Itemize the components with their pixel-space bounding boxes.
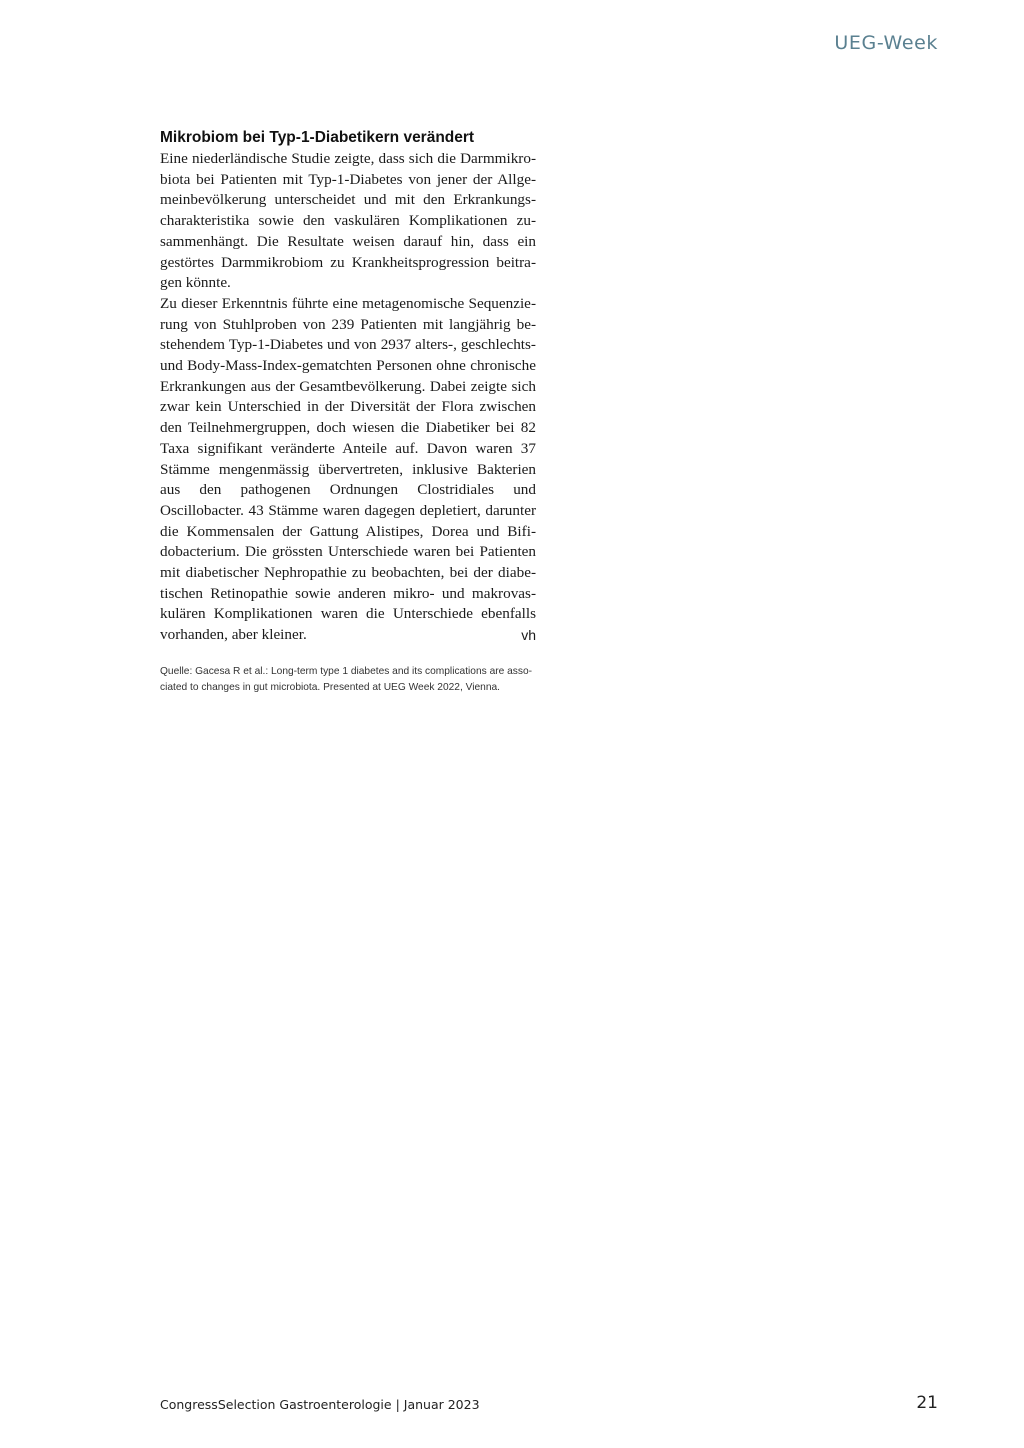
article bbox=[160, 128, 536, 696]
article-paragraph-2: Zu dieser Erkenntnis führte eine metagenomische Sequenzierung von Stuhlproben von 239 Patienten mit langjährig bestehendem Typ-1-Diabetes und von 2937 alters-, geschlechts- und Body-Mass-Index-gematchten Personen ohne chronische Erkrankungen aus der Gesamtbevölkerung. Dabei zeigte sich zwar kein Unterschied in der Diversität der Flora zwischen den Teilnehmergruppen, doch wiesen die Diabetiker bei 82 Taxa signifikant veränderte Anteile auf. Davon waren 37 Stämme mengenmässig übervertreten, inklusive Bakterien aus den pathogenen Ordnungen Clostridiales und Oscillobacter. 43 Stämme waren dagegen depletiert, darunter die Kommensalen der Gattung Alistipes, Dorea und Bifidobacterium. Die grössten Unterschiede waren bei Patienten mit diabetischer Nephropathie zu beobachten, bei der diabetischen Retinopathie sowie anderen mikro- und makrovaskulären Komplikationen waren die Unterschiede ebenfalls vorhanden, aber kleiner. bbox=[160, 294, 536, 644]
article-paragraph-2-wrapper bbox=[160, 294, 536, 646]
page-number: 21 bbox=[916, 1393, 938, 1413]
article-title: Mikrobiom bei Typ-1-Diabetikern verändert bbox=[160, 129, 475, 146]
author-initials: vh bbox=[521, 627, 536, 644]
article-paragraph-1: Eine niederländische Studie zeigte, dass sich die Darmmikrobiota bei Patienten mit Typ-1-Diabetes von jener der Allgemeinbevölkerung unterscheidet und mit den Erkrankungscharakteristika sowie den vaskulären Komplikationen zusammenhängt. Die Resultate weisen darauf hin, dass ein gestörtes Darmmikrobiom zu Krankheitsprogression beitragen könnte. bbox=[160, 150, 536, 292]
publication-footer: CongressSelection Gastroenterologie | Januar 2023 bbox=[160, 1397, 480, 1412]
section-header: UEG-Week bbox=[834, 32, 938, 54]
source-citation: Quelle: Gacesa R et al.: Long-term type 1 diabetes and its complications are associated to changes in gut microbiota. Presented at UEG Week 2022, Vienna. bbox=[160, 665, 533, 693]
